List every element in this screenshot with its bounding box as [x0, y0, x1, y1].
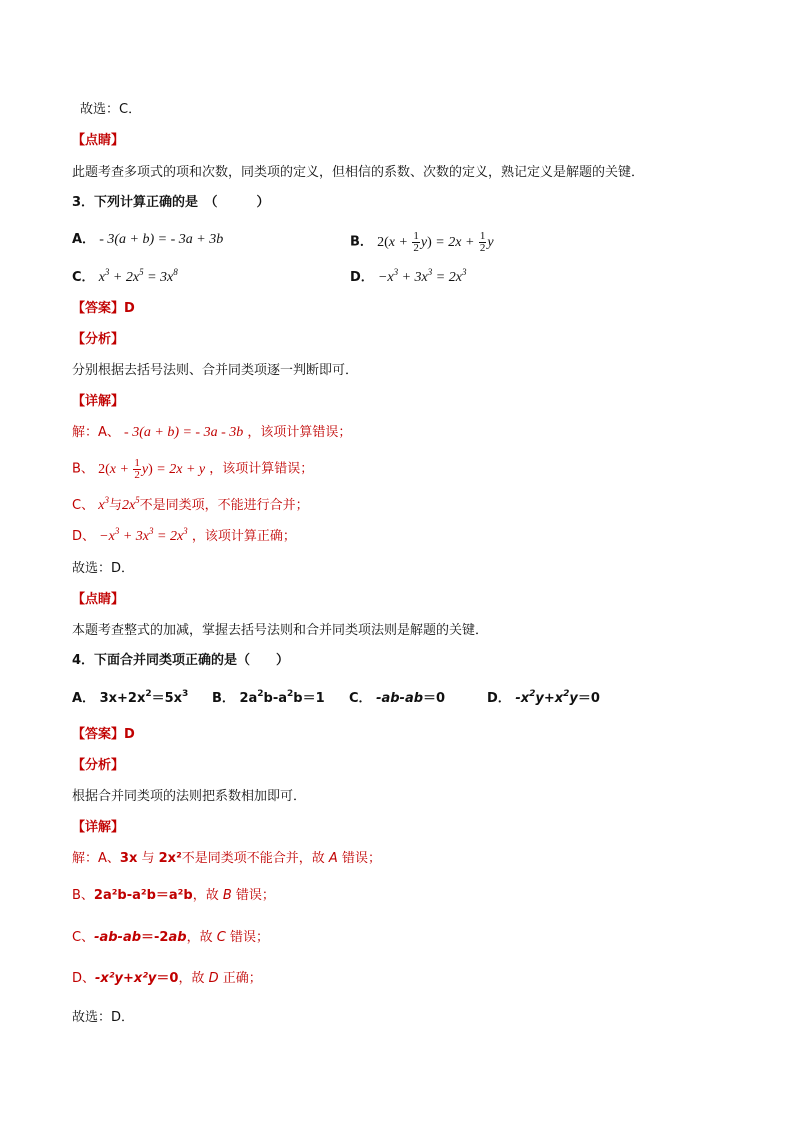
- q3-detail-a: 解：A、 - 3(a + b) = - 3a - 3b ，该项计算错误；: [72, 425, 352, 440]
- q4-option-b: B． $2a^2b-a^2b=1$: [212, 689, 325, 706]
- q3-remark-label: 【点睛】: [72, 592, 125, 607]
- q3-option-d-formula: $-x^3 + 3x^3 = 2x^3$: [377, 267, 467, 285]
- q3-option-c: C． $x^3 + 2x^5 = 3x^8$: [72, 267, 178, 285]
- q4-detail-b: B、2a²b-a²b＝a²b，故 B 错误；: [72, 888, 275, 903]
- q3-detail-d: D、 $-x^3 + 3x^3 = 2x^3$ ，该项计算正确；: [72, 526, 296, 544]
- remark-text: 此题考查多项式的项和次数，同类项的定义，但相信的系数、次数的定义，熟记定义是解题的关键．: [72, 165, 645, 180]
- q3-option-b: B． 2(x + $\frac{1}{2}$ y) = 2x + $\frac{1}{2}$ y: [350, 230, 494, 254]
- q4-analysis-label: 【分析】: [72, 758, 125, 773]
- q3-option-a-formula: - 3(a + b) = - 3a + 3b: [99, 232, 224, 247]
- q4-detail-a: 解：A、3x 与 2x²不是同类项不能合并，故 A 错误；: [72, 851, 381, 866]
- q3-final-choice: 故选：D．: [72, 561, 135, 576]
- q3-option-c-formula: $x^3 + 2x^5 = 3x^8$: [98, 267, 178, 285]
- q4-option-d: D． $-x^2y+x^2y=0$: [487, 689, 600, 706]
- question-3-stem: 3．下列计算正确的是 （ ）: [72, 195, 270, 210]
- remark-label: 【点睛】: [72, 133, 125, 148]
- q4-option-a: A． $3x+2x^2=5x^3$: [72, 689, 189, 706]
- q4-detail-label: 【详解】: [72, 820, 125, 835]
- q4-final-choice: 故选：D．: [72, 1010, 135, 1025]
- q4-detail-d: D、-x²y+x²y＝0，故 D 正确；: [72, 971, 262, 986]
- q3-detail-c: C、 $x^3$与$2x^5$不是同类项，不能进行合并；: [72, 495, 309, 513]
- q4-detail-c: C、-ab-ab＝-2ab，故 C 错误；: [72, 930, 269, 945]
- q3-analysis-text: 分别根据去括号法则、合并同类项逐一判断即可．: [72, 363, 359, 378]
- q3-remark-text: 本题考查整式的加减，掌握去括号法则和合并同类项法则是解题的关键．: [72, 623, 489, 638]
- previous-final-choice: 故选：C．: [80, 102, 142, 117]
- q4-analysis-text: 根据合并同类项的法则把系数相加即可．: [72, 789, 307, 804]
- q3-option-b-formula: 2(x + $\frac{1}{2}$ y) = 2x + $\frac{1}{2}$ y: [377, 230, 494, 254]
- q4-option-c: C． -ab-ab＝0: [349, 691, 446, 706]
- q3-option-a: A． - 3(a + b) = - 3a + 3b: [72, 232, 224, 247]
- q3-analysis-label: 【分析】: [72, 332, 125, 347]
- question-4-stem: 4．下面合并同类项正确的是（ ）: [72, 653, 290, 668]
- q3-answer: 【答案】D: [72, 301, 135, 316]
- q4-answer: 【答案】D: [72, 727, 135, 742]
- q3-option-d: D． $-x^3 + 3x^3 = 2x^3$: [350, 267, 467, 285]
- q3-detail-label: 【详解】: [72, 394, 125, 409]
- q3-detail-b: B、 2(x + $\frac{1}{2}$ y) = 2x + y ，该项计算错误；: [72, 457, 314, 481]
